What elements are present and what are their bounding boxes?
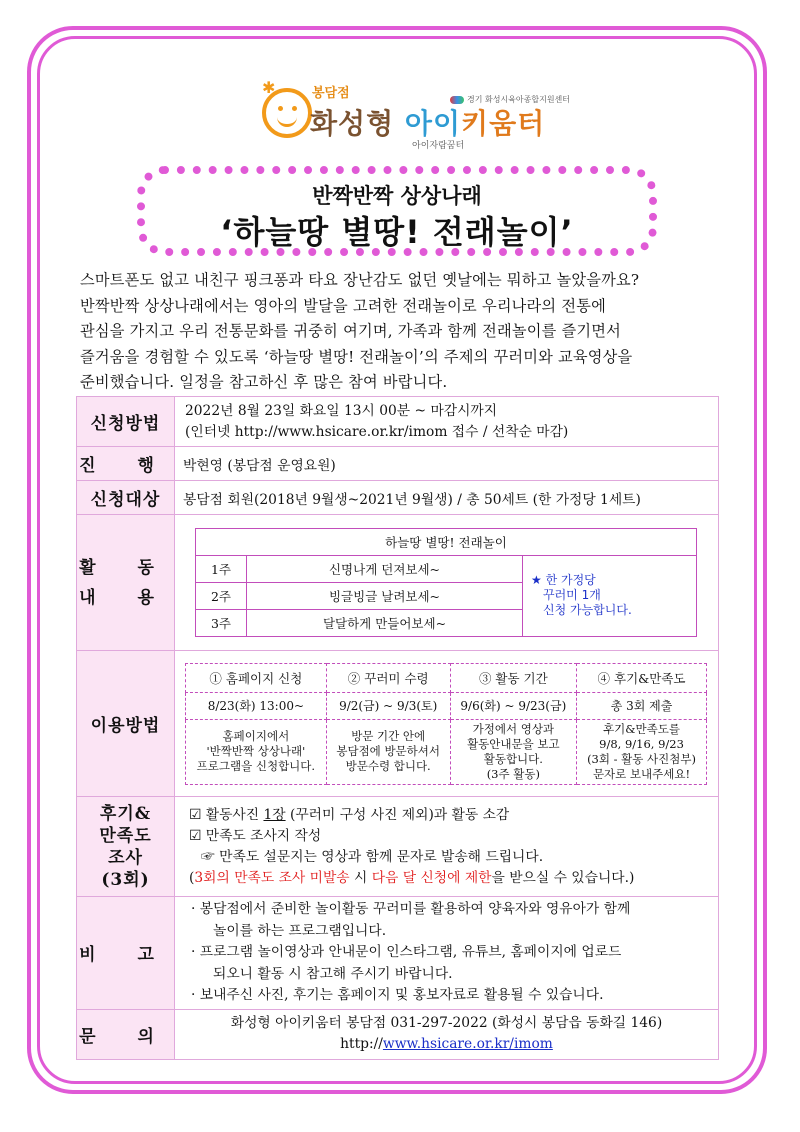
label-apply: 신청방법 xyxy=(77,397,175,447)
week-1-title: 신명나게 던져보세~ xyxy=(247,555,523,582)
checkbox-icon: ☑ xyxy=(189,806,202,823)
week-3-title: 달달하게 만들어보세~ xyxy=(247,609,523,636)
step-2-desc: 방문 기간 안에 봉담점에 방문하셔서 방문수령 합니다. xyxy=(326,719,450,784)
step-1-desc: 홈페이지에서 '반짝반짝 상상나래' 프로그램을 신청합니다. xyxy=(186,719,327,784)
label-activity: 활 동 내 용 xyxy=(77,515,175,651)
row-apply xyxy=(77,397,719,447)
apply-line2: (인터넷 http://www.hsicare.or.kr/imom 접수 / 선착순 마감) xyxy=(185,423,569,440)
step-1-head: ① 홈페이지 신청 xyxy=(186,663,327,692)
row-target xyxy=(77,481,719,515)
row-note xyxy=(77,897,719,1010)
activity-note: ★ 한 가정당 꾸러미 1개 신청 가능합니다. xyxy=(523,555,697,636)
smiley-logo-icon xyxy=(262,88,312,138)
apply-line1: 2022년 8월 23일 화요일 13시 00분 ~ 마감시까지 xyxy=(185,402,498,419)
label-contact: 문 의 xyxy=(77,1009,175,1059)
note-text: · 봉담점에서 준비한 놀이활동 꾸러미를 활용하여 양육자와 영유아가 함께 놀이를 하는 프로그램입니다. · 프로그램 놀이영상과 안내문이 인스타그램, 유튜브, 홈페이지에 업로드 되오니 활동 시 참고해 주시기 바랍니다. · 보내주신 사진, 후기는 홈페이지 및 홍보자료로 활용될 수 있습니다. xyxy=(175,897,719,1010)
step-4-desc: 후기&만족도를 9/8, 9/16, 9/23 (3회 - 활동 사진첨부) 문자로 보내주세요! xyxy=(577,719,707,784)
activity-header: 하늘땅 별땅! 전래놀이 xyxy=(196,528,697,555)
star-icon: ✱ xyxy=(262,78,276,97)
review-text: ☑ 활동사진 1장 (꾸러미 구성 사진 제외)과 활동 소감 ☑ 만족도 조사지 작성 ☞ 만족도 설문지는 영상과 함께 문자로 발송해 드립니다. (3회의 만족도 조사 미발송 시 다음 달 신청에 제한을 받으실 수 있습니다.) xyxy=(175,797,719,897)
row-contact: 문 의 화성형 아이키움터 봉담점 031-297-2022 (화성시 봉담읍 동화길 146) http://www.hsicare.or.kr/imom xyxy=(77,1009,719,1059)
usage-table xyxy=(185,663,707,785)
label-target: 신청대상 xyxy=(77,481,175,515)
intro-text: 스마트폰도 없고 내친구 핑크퐁과 타요 장난감도 없던 옛날에는 뭐하고 놀았을까요? 반짝반짝 상상나래에서는 영아의 발달을 고려한 전래놀이로 우리나라의 전통에 관심을 가지고 우리 전통문화를 귀중히 여기며, 가족과 함께 전래놀이를 즐기면서 즐거움을 경험할 수 있도록 ‘하늘땅 별땅! 전래놀이’의 주제의 꾸러미와 교육영상을 준비했습니다. 일정을 참고하신 후 많은 참여 바랍니다. xyxy=(80,271,640,392)
week-3: 3주 xyxy=(196,609,247,636)
step-3-desc: 가정에서 영상과 활동안내문을 보고 활동합니다. (3주 활동) xyxy=(450,719,576,784)
staff-value: 박현영 (봉담점 운영요원) xyxy=(175,447,719,481)
step-3-head: ③ 활동 기간 xyxy=(450,663,576,692)
step-4-head: ④ 후기&만족도 xyxy=(577,663,707,692)
logo-branch: 봉담점 xyxy=(312,86,350,101)
contact-link[interactable]: www.hsicare.or.kr/imom xyxy=(382,1036,553,1052)
label-staff: 진 행 xyxy=(77,447,175,481)
target-value: 봉담점 회원(2018년 9월생~2021년 9월생) / 총 50세트 (한 가정당 1세트) xyxy=(175,481,719,515)
week-1: 1주 xyxy=(196,555,247,582)
step-2-head: ② 꾸러미 수령 xyxy=(326,663,450,692)
title-line2: ‘하늘땅 별땅! 전래놀이’ xyxy=(220,213,574,251)
row-staff xyxy=(77,447,719,481)
step-1-date: 8/23(화) 13:00~ xyxy=(186,692,327,719)
step-3-date: 9/6(화) ~ 9/23(금) xyxy=(450,692,576,719)
step-4-date: 총 3회 제출 xyxy=(577,692,707,719)
logo-sub: 아이자람꿈터 xyxy=(412,141,465,151)
row-usage xyxy=(77,651,719,797)
logo-center: 경기 화성시육아종합지원센터 xyxy=(450,94,570,105)
week-2: 2주 xyxy=(196,582,247,609)
row-review xyxy=(77,797,719,897)
week-2-title: 빙글빙글 날려보세~ xyxy=(247,582,523,609)
info-table xyxy=(76,396,719,1060)
contact-line1: 화성형 아이키움터 봉담점 031-297-2022 (화성시 봉담읍 동화길 146) xyxy=(230,1015,663,1031)
row-activity xyxy=(77,515,719,651)
label-note: 비 고 xyxy=(77,897,175,1010)
label-usage: 이용방법 xyxy=(77,651,175,797)
title-box xyxy=(137,166,657,256)
logo xyxy=(262,78,571,152)
activity-table xyxy=(195,528,697,637)
logo-name: 화성형 아이키움터 xyxy=(310,107,546,140)
title-line1: 반짝반짝 상상나래 xyxy=(312,184,482,208)
label-review: 후기& 만족도 조사 (3회) xyxy=(77,797,175,897)
step-2-date: 9/2(금) ~ 9/3(토) xyxy=(326,692,450,719)
